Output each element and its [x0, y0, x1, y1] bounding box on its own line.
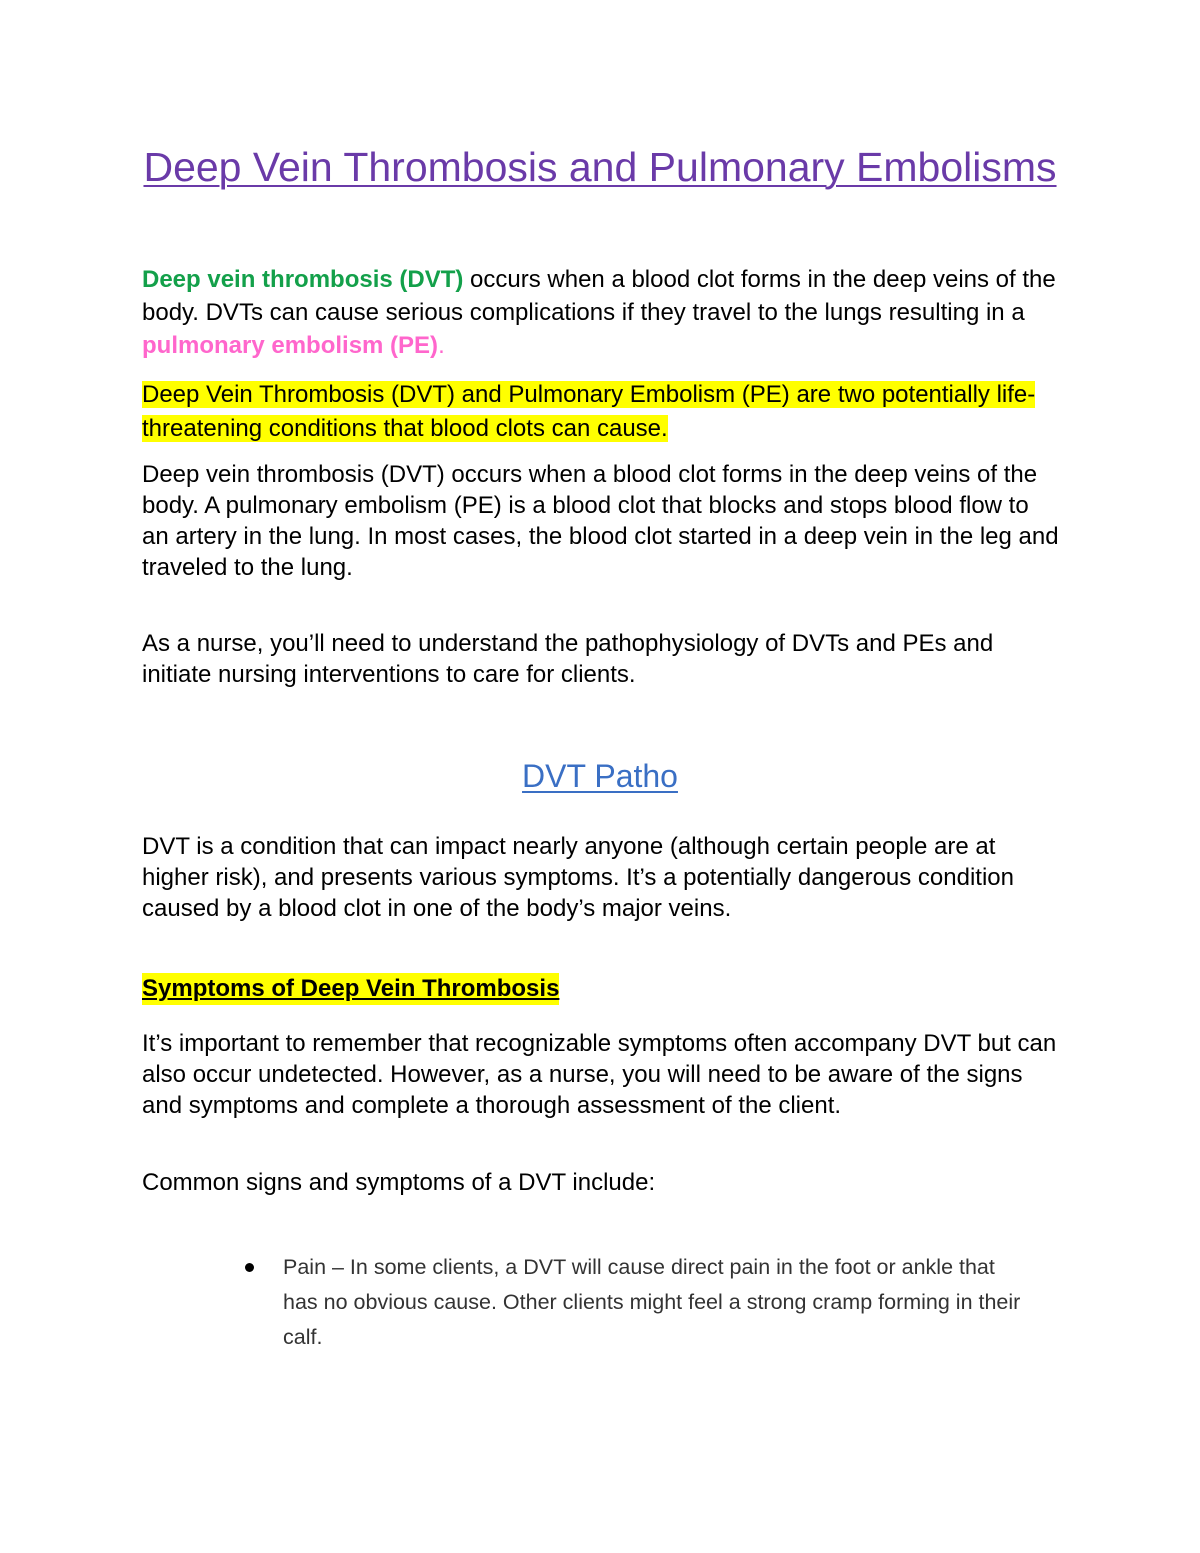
- bullet-icon: [245, 1263, 254, 1272]
- term-dvt: Deep vein thrombosis (DVT): [142, 266, 464, 293]
- term-pe: pulmonary embolism (PE): [142, 332, 439, 359]
- section-heading: DVT Patho: [522, 758, 678, 794]
- nurse-role-paragraph: As a nurse, you’ll need to understand the pathophysiology of DVTs and PEs and initiate nursing interventions to care for clients.: [142, 630, 994, 688]
- symptoms-subheading: Symptoms of Deep Vein Thrombosis: [142, 973, 559, 1005]
- patho-paragraph: DVT is a condition that can impact nearly anyone (although certain people are at higher risk), and presents various symptoms. It’s a potentially dangerous condition caused by a blood clot in one of the body’s major veins.: [142, 833, 1015, 922]
- highlighted-paragraph: [142, 378, 1062, 446]
- intro-text-b: .: [438, 332, 445, 359]
- intro-text-a: occurs when a blood clot forms in the deep veins of the body. DVTs can cause serious complications if they travel to the lungs resulting in a: [142, 266, 1056, 326]
- symptoms-paragraph: It’s important to remember that recognizable symptoms often accompany DVT but can also occur undetected. However, as a nurse, you will need to be aware of the signs and symptoms and complete a thorough assessment of the client.: [142, 1030, 1057, 1119]
- symptom-list: [0, 1250, 1200, 1355]
- list-item-text: Pain – In some clients, a DVT will cause direct pain in the foot or ankle that has no obvious cause. Other clients might feel a strong cramp forming in their calf.: [283, 1255, 1021, 1349]
- signs-intro-paragraph: Common signs and symptoms of a DVT include:: [142, 1169, 656, 1196]
- document-title: Deep Vein Thrombosis and Pulmonary Embolisms: [143, 144, 1057, 190]
- list-item: [0, 1250, 1023, 1355]
- definition-paragraph: Deep vein thrombosis (DVT) occurs when a blood clot forms in the deep veins of the body. A pulmonary embolism (PE) is a blood clot that blocks and stops blood flow to an artery in the lung. In most cases, the blood clot started in a deep vein in the leg and traveled to the lung.: [142, 461, 1059, 581]
- highlighted-text: Deep Vein Thrombosis (DVT) and Pulmonary Embolism (PE) are two potentially life-threatening conditions that blood clots can cause.: [142, 381, 1036, 442]
- intro-paragraph: [142, 263, 1062, 362]
